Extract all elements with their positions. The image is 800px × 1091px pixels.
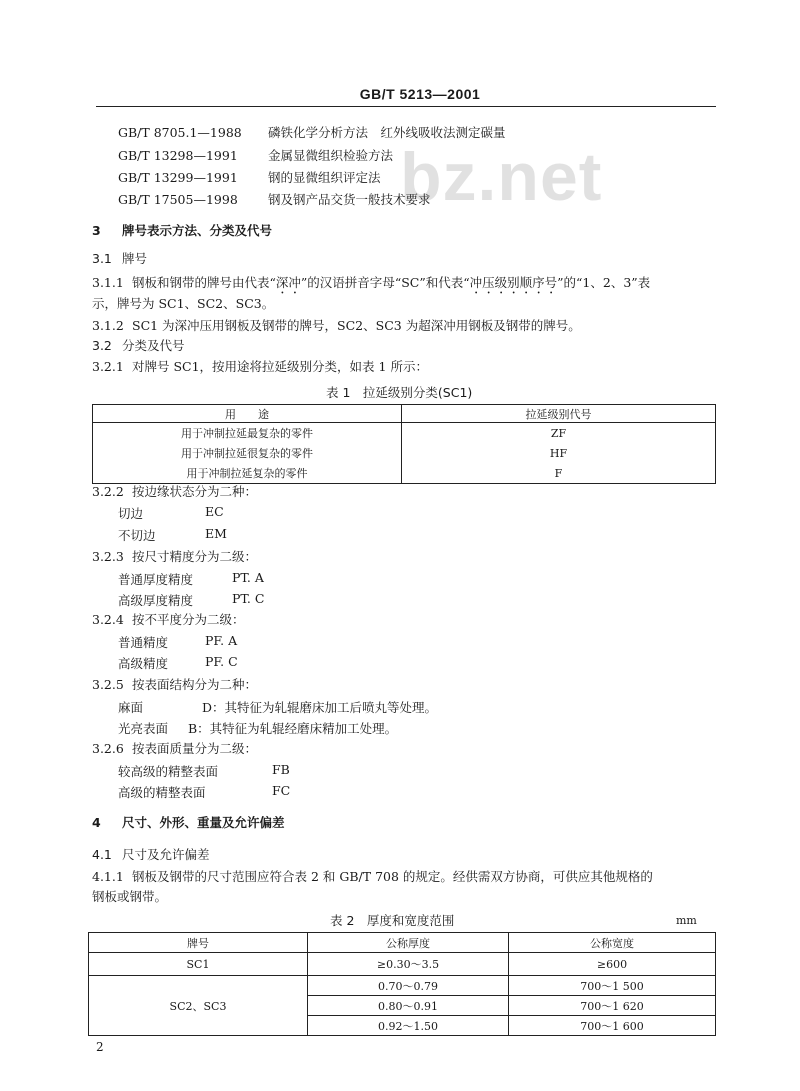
section-3-2-heading: 3.2 分类及代号: [92, 338, 185, 353]
table-1-caption: 表 1 拉延级别分类(SC1): [326, 385, 473, 400]
table-header: 牌号: [89, 933, 308, 953]
list-item-label: 较高级的精整表面: [118, 764, 219, 779]
table-cell: 700～1 620: [509, 996, 716, 1016]
table-cell: F: [402, 463, 716, 484]
list-item-label: 不切边: [118, 528, 156, 543]
reference-item: GB/T 13299—1991 钢的显微组织评定法: [118, 170, 381, 185]
table-cell: ≥600: [509, 953, 716, 976]
table-2-unit: mm: [676, 914, 697, 927]
list-item-code: D：其特征为轧辊磨床加工后喷丸等处理。: [202, 700, 438, 715]
section-3-1-heading: 3.1 牌号: [92, 251, 148, 266]
page-number: 2: [96, 1040, 104, 1054]
clause-3-1-1-cont: 示，牌号为 SC1、SC2、SC3。: [92, 296, 275, 311]
clause-3-1-1: 3.1.1 钢板和钢带的牌号由代表“深冲”的汉语拼音字母“SC”和代表“冲压级别顺序号”的“1、2、3”表: [92, 275, 651, 290]
table-cell: 0.70～0.79: [308, 976, 509, 996]
list-item-code: PF. A: [205, 633, 238, 648]
clause-3-2-6: 3.2.6 按表面质量分为二级：: [92, 741, 258, 756]
section-4-heading: 4 尺寸、外形、重量及允许偏差: [92, 815, 285, 830]
reference-item: GB/T 17505—1998 钢及钢产品交货一般技术要求: [118, 192, 431, 207]
list-item-code: PT. C: [232, 591, 265, 606]
table-cell: SC2、SC3: [89, 976, 308, 1036]
table-2-caption: 表 2 厚度和宽度范围: [330, 913, 455, 928]
table-cell: HF: [402, 443, 716, 463]
table-row: [93, 463, 716, 484]
table-header: 拉延级别代号: [402, 405, 716, 423]
table-cell: 用于冲制拉延最复杂的零件: [93, 423, 402, 444]
watermark: bz.net: [400, 139, 603, 215]
list-item-label: 普通厚度精度: [118, 572, 194, 587]
list-item-code: FC: [272, 783, 291, 798]
table-cell: SC1: [89, 953, 308, 976]
table-row: [93, 443, 716, 463]
list-item-label: 高级厚度精度: [118, 593, 194, 608]
table-row: [89, 976, 716, 996]
list-item-label: 光亮表面: [118, 721, 169, 736]
table-cell: ≥0.30～3.5: [308, 953, 509, 976]
clause-3-1-2: 3.1.2 SC1 为深冲压用钢板及钢带的牌号，SC2、SC3 为超深冲用钢板及钢带的牌号。: [92, 318, 581, 333]
clause-3-2-1: 3.2.1 对牌号 SC1，按用途将拉延级别分类，如表 1 所示：: [92, 359, 428, 374]
section-3-heading: 3 牌号表示方法、分类及代号: [92, 223, 273, 238]
table-2: [88, 932, 716, 1036]
list-item-code: EM: [205, 526, 227, 541]
list-item-code: B：其特征为轧辊经磨床精加工处理。: [188, 721, 398, 736]
table-cell: 700～1 500: [509, 976, 716, 996]
clause-3-2-2: 3.2.2 按边缘状态分为二种：: [92, 484, 258, 499]
list-item-label: 切边: [118, 506, 144, 521]
section-4-1-heading: 4.1 尺寸及允许偏差: [92, 847, 210, 862]
table-cell: 用于冲制拉延复杂的零件: [93, 463, 402, 484]
reference-item: GB/T 13298—1991 金属显微组织检验方法: [118, 148, 394, 163]
table-header: 公称宽度: [509, 933, 716, 953]
table-header: 公称厚度: [308, 933, 509, 953]
table-row: [93, 423, 716, 444]
clause-4-1-1-cont: 钢板或钢带。: [92, 889, 168, 904]
standard-header: GB/T 5213—2001: [359, 86, 481, 102]
table-1: [92, 404, 716, 484]
list-item-label: 高级的精整表面: [118, 785, 206, 800]
table-cell: ZF: [402, 423, 716, 444]
table-cell: 用于冲制拉延很复杂的零件: [93, 443, 402, 463]
list-item-code: PF. C: [205, 654, 238, 669]
list-item-label: 普通精度: [118, 635, 169, 650]
table-cell: 0.80～0.91: [308, 996, 509, 1016]
list-item-code: PT. A: [232, 570, 264, 585]
clause-4-1-1: 4.1.1 钢板及钢带的尺寸范围应符合表 2 和 GB/T 708 的规定。经供需双方协商，可供应其他规格的: [92, 869, 653, 884]
list-item-label: 高级精度: [118, 656, 169, 671]
table-header: 用 途: [93, 405, 402, 423]
clause-3-2-3: 3.2.3 按尺寸精度分为二级：: [92, 549, 258, 564]
table-cell: 0.92～1.50: [308, 1016, 509, 1036]
table-cell: 700～1 600: [509, 1016, 716, 1036]
list-item-code: EC: [205, 504, 224, 519]
clause-3-2-4: 3.2.4 按不平度分为二级：: [92, 612, 245, 627]
table-row: [89, 953, 716, 976]
header-rule: [96, 106, 716, 107]
reference-item: GB/T 8705.1—1988 磷铁化学分析方法 红外线吸收法测定碳量: [118, 125, 506, 140]
list-item-code: FB: [272, 762, 290, 777]
clause-3-2-5: 3.2.5 按表面结构分为二种：: [92, 677, 258, 692]
list-item-label: 麻面: [118, 700, 144, 715]
